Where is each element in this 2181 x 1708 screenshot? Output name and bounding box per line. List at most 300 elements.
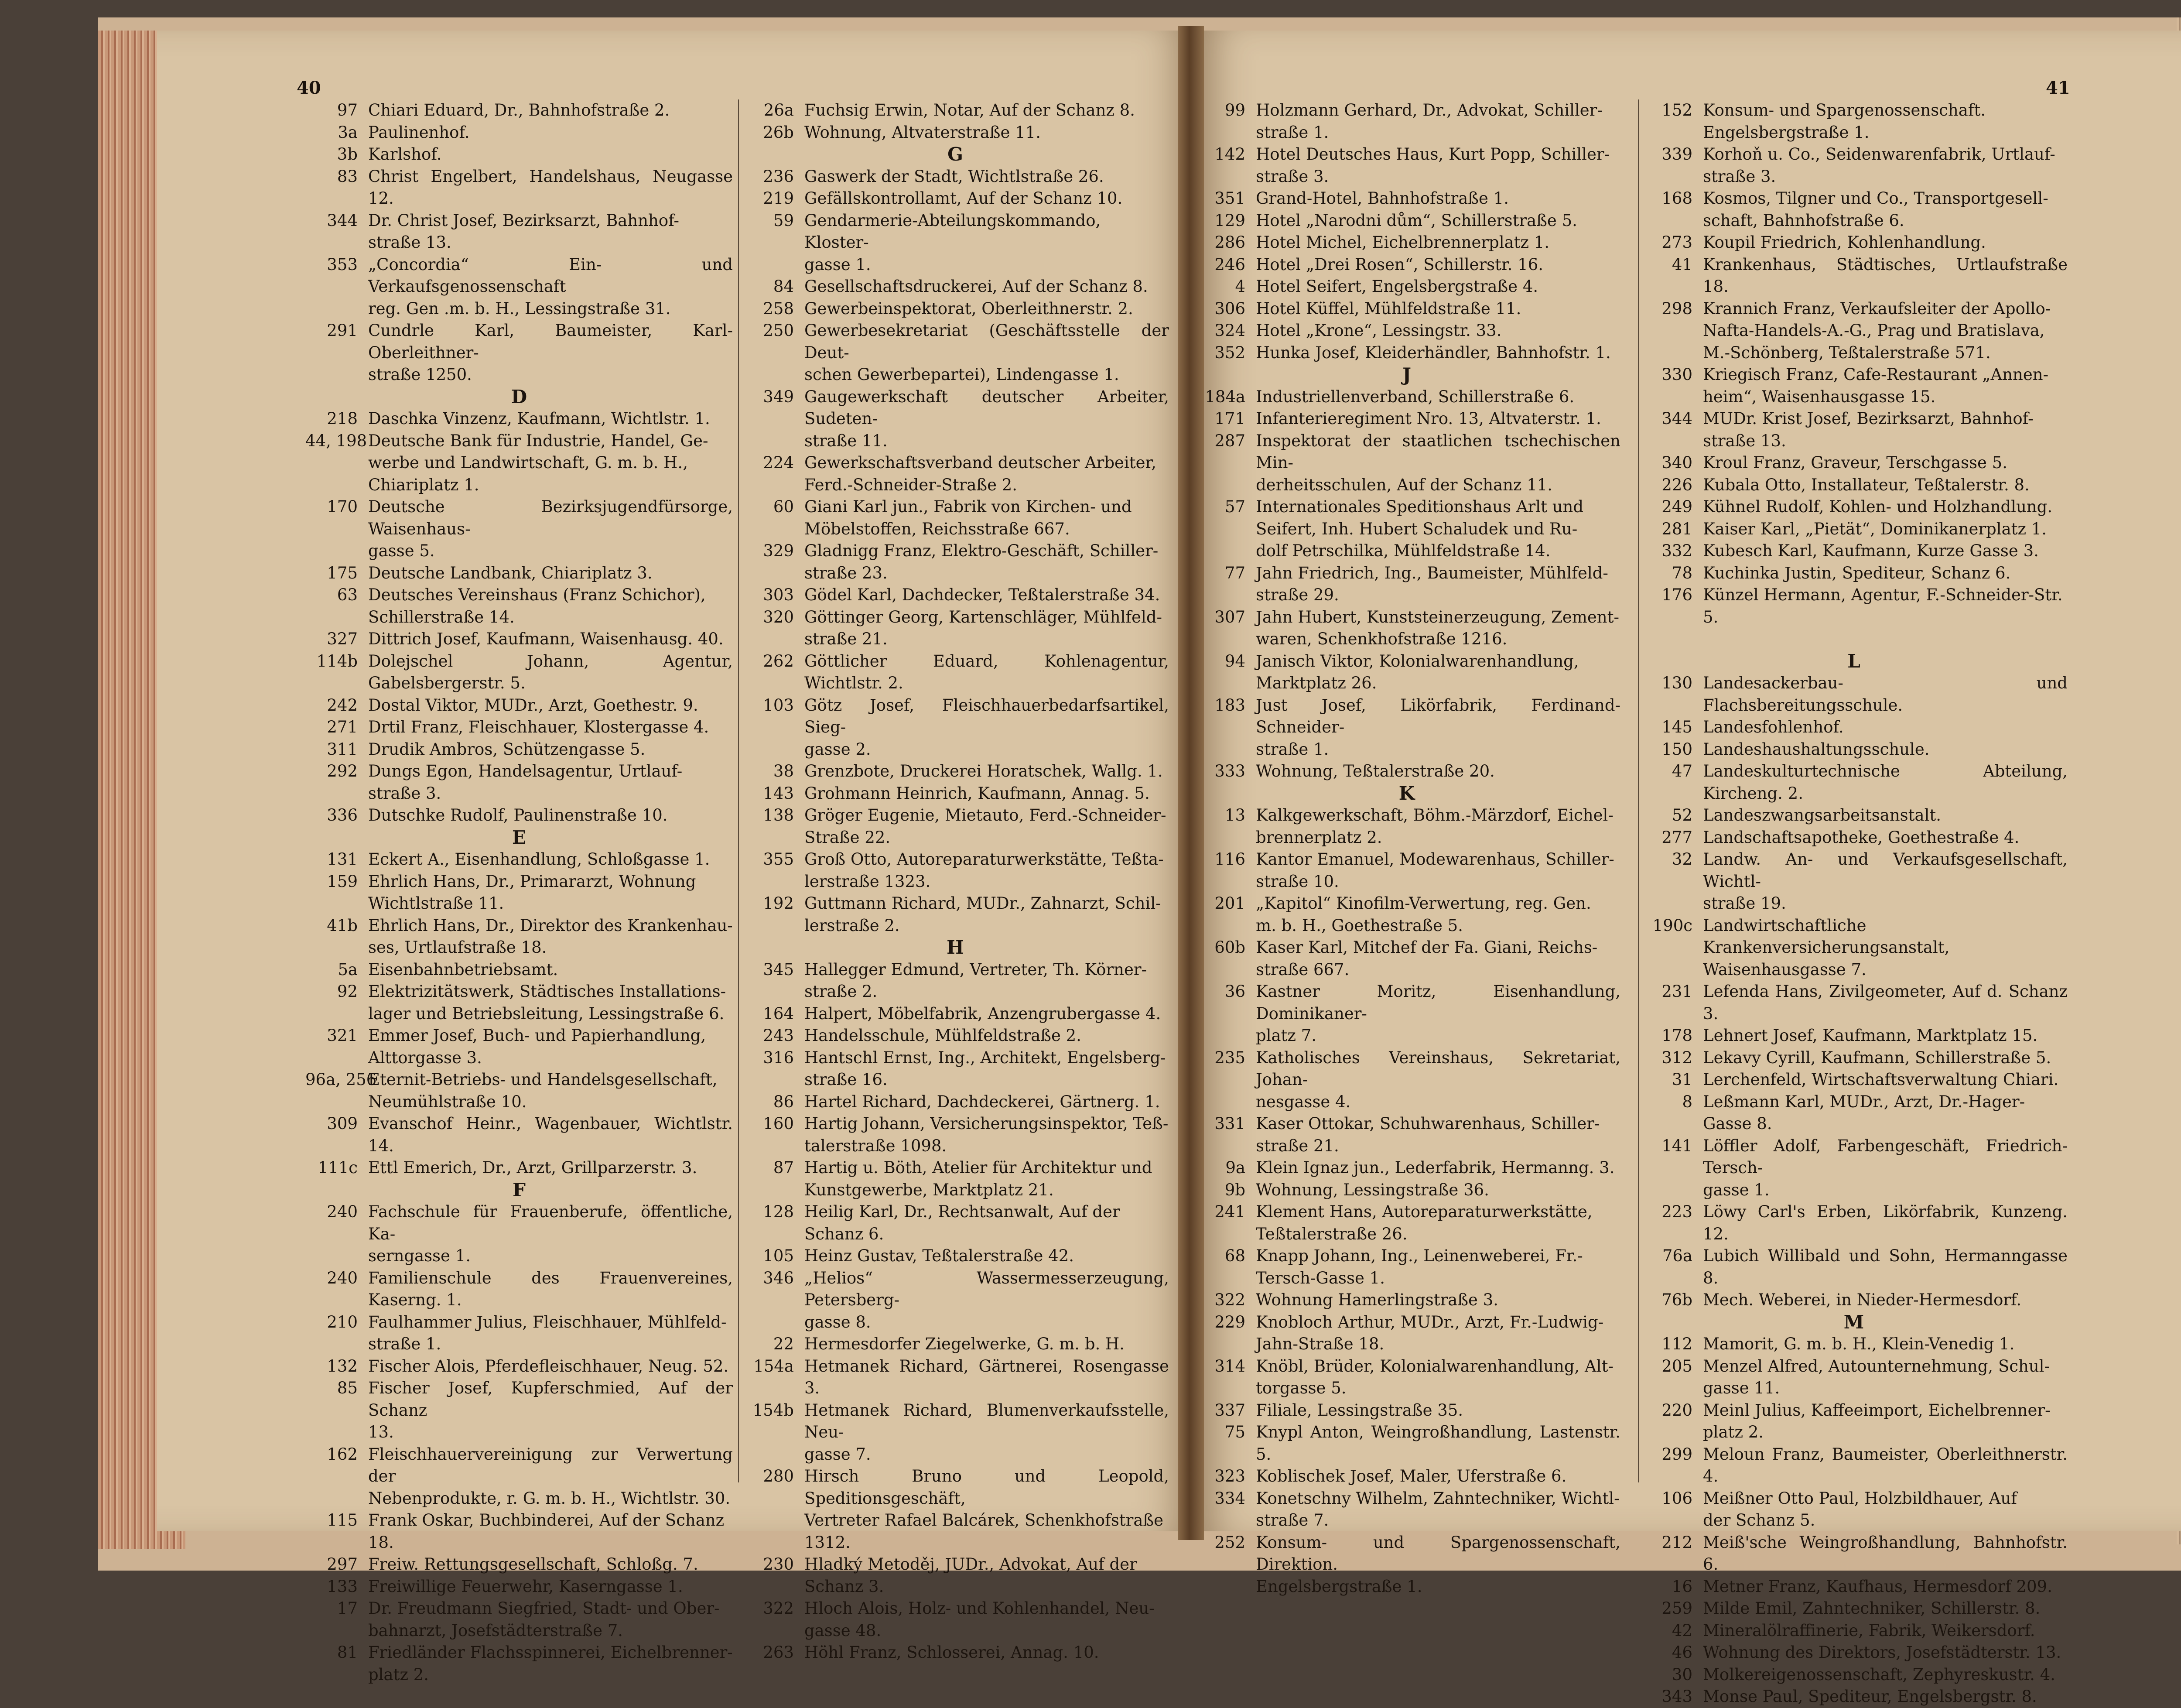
directory-entry (742, 606, 1169, 650)
directory-entry (1640, 1444, 2068, 1488)
entry-text: Deutsches Vereinshaus (Franz Schichor), Schillerstraße 14. (368, 585, 706, 626)
directory-entry (305, 915, 733, 959)
entry-number: 309 (327, 1114, 358, 1133)
entry-text: Gewerbesekretariat (Geschäftsstelle der Deut- schen Gewerbepartei), Lindengasse 1. (804, 321, 1169, 384)
entry-text: Ettl Emerich, Dr., Arzt, Grillparzerstr. 3. (368, 1158, 697, 1177)
entry-text: Höhl Franz, Schlosserei, Annag. 10. (804, 1643, 1099, 1662)
entry-number: 111c (318, 1158, 358, 1177)
entry-text: Heilig Karl, Dr., Rechtsanwalt, Auf der Schanz 6. (804, 1202, 1120, 1243)
entry-number: 168 (1661, 189, 1692, 208)
entry-number: 322 (1214, 1290, 1245, 1309)
entry-number: 259 (1661, 1599, 1692, 1618)
entry-number: 355 (763, 850, 794, 869)
directory-entry (305, 804, 733, 827)
directory-entry (1640, 540, 2068, 562)
entry-text: Chiari Eduard, Dr., Bahnhofstraße 2. (368, 101, 670, 120)
entry-text: Korhoň u. Co., Seidenwarenfabrik, Urtlauf- straße 3. (1703, 145, 2055, 186)
directory-entry (1193, 386, 1620, 408)
entry-text: Hetmanek Richard, Gärtnerei, Rosengasse 3. (804, 1356, 1169, 1397)
directory-entry (305, 496, 733, 562)
entry-text: Gendarmerie-Abteilungskommando, Kloster- gasse 1. (804, 211, 1101, 274)
entry-text: Mineralölraffinerie, Fabrik, Weikersdorf. (1703, 1621, 2035, 1640)
directory-entry (1640, 188, 2068, 232)
entry-number: 241 (1214, 1202, 1245, 1221)
directory-entry (1640, 584, 2068, 628)
directory-entry (742, 1465, 1169, 1554)
directory-entry (305, 760, 733, 804)
entry-text: Gödel Karl, Dachdecker, Teßtalerstraße 34. (804, 585, 1160, 604)
directory-entry (1193, 1355, 1620, 1400)
directory-entry (1193, 408, 1620, 430)
directory-entry (1193, 1311, 1620, 1355)
directory-entry (305, 1377, 733, 1444)
directory-entry (1193, 1179, 1620, 1201)
directory-entry (1193, 1047, 1620, 1113)
directory-entry (1640, 1532, 2068, 1576)
directory-entry (1640, 562, 2068, 585)
directory-entry (1640, 452, 2068, 474)
entry-number: 337 (1214, 1400, 1245, 1420)
entry-text: Landeszwangsarbeitsanstalt. (1703, 806, 1942, 825)
entry-number: 138 (763, 806, 794, 825)
entry-text: Kühnel Rudolf, Kohlen- und Holzhandlung. (1703, 497, 2053, 516)
entry-text: Deutsche Bezirksjugendfürsorge, Waisenhaus- gasse 5. (368, 497, 733, 560)
entry-text: Dungs Egon, Handelsagentur, Urtlauf- straße 3. (368, 762, 683, 803)
entry-number: 280 (763, 1467, 794, 1486)
entry-text: Janisch Viktor, Kolonialwarenhandlung, Marktplatz 26. (1256, 651, 1579, 692)
directory-entry (742, 320, 1169, 386)
entry-number: 263 (763, 1643, 794, 1662)
entry-text: Gefällskontrollamt, Auf der Schanz 10. (804, 189, 1123, 208)
directory-entry (742, 452, 1169, 496)
entry-text: Knobloch Arthur, MUDr., Arzt, Fr.-Ludwig- Jahn-Straße 18. (1256, 1312, 1604, 1353)
directory-entry (742, 276, 1169, 298)
section-letter: G (947, 144, 963, 165)
entry-number: 322 (763, 1599, 794, 1618)
directory-entry (742, 1025, 1169, 1047)
directory-entry (1640, 1245, 2068, 1289)
directory-entry (1640, 804, 2068, 827)
directory-entry (1193, 1421, 1620, 1465)
directory-entry (1193, 1289, 1620, 1311)
entry-number: 320 (763, 607, 794, 626)
entry-text: Freiw. Rettungsgesellschaft, Schloßg. 7. (368, 1555, 698, 1574)
entry-number: 170 (327, 497, 358, 516)
entry-number: 76a (1662, 1246, 1692, 1265)
directory-entry (305, 1025, 733, 1069)
entry-text: Hartig Johann, Versicherungsinspektor, Teß- talerstraße 1098. (804, 1114, 1169, 1155)
entry-number: 171 (1214, 409, 1245, 428)
entry-number: 250 (763, 321, 794, 340)
entry-text: Internationales Speditionshaus Arlt und Seifert, Inh. Hubert Schaludek und Ru- dolf Petrschilka, Mühlfeldstraße 14. (1256, 497, 1584, 560)
directory-entry (1193, 276, 1620, 298)
entry-text: Frank Oskar, Buchbinderei, Auf der Schanz 18. (368, 1511, 725, 1552)
entry-number: 154b (752, 1400, 794, 1420)
entry-number: 78 (1672, 563, 1692, 582)
entry-text: Wohnung Hamerlingstraße 3. (1256, 1290, 1499, 1309)
entry-number: 205 (1661, 1356, 1692, 1376)
entry-text: Kalkgewerkschaft, Böhm.-Märzdorf, Eichel- brennerplatz 2. (1256, 806, 1614, 847)
entry-text: Göttinger Georg, Kartenschläger, Mühlfeld- straße 21. (804, 607, 1162, 648)
entry-text: Fuchsig Erwin, Notar, Auf der Schanz 8. (804, 101, 1135, 120)
directory-entry (742, 760, 1169, 783)
entry-number: 307 (1214, 607, 1245, 626)
entry-number: 292 (327, 762, 358, 780)
directory-column-3 (1193, 99, 1620, 1598)
directory-entry (742, 1267, 1169, 1334)
directory-column-2 (742, 99, 1169, 1664)
entry-text: Konetschny Wilhelm, Zahntechniker, Wichtl- straße 7. (1256, 1489, 1620, 1530)
entry-text: Koupil Friedrich, Kohlenhandlung. (1703, 233, 1986, 252)
directory-entry (1193, 430, 1620, 496)
entry-number: 38 (773, 762, 794, 780)
entry-text: Ehrlich Hans, Dr., Direktor des Krankenhau- ses, Urtlaufstraße 18. (368, 916, 733, 957)
directory-entry (1193, 144, 1620, 188)
directory-entry (1640, 672, 2068, 716)
entry-text: Dolejschel Johann, Agentur, Gabelsbergerstr. 5. (368, 651, 733, 692)
entry-number: 210 (327, 1312, 358, 1331)
directory-entry (742, 893, 1169, 937)
entry-number: 30 (1672, 1665, 1692, 1684)
entry-text: Gesellschaftsdruckerei, Auf der Schanz 8. (804, 277, 1148, 296)
entry-number: 184a (1205, 387, 1245, 406)
directory-entry (1193, 606, 1620, 650)
entry-number: 273 (1661, 233, 1692, 252)
directory-entry (1193, 893, 1620, 937)
directory-entry (1640, 518, 2068, 541)
entry-number: 297 (327, 1555, 358, 1574)
directory-entry (305, 210, 733, 254)
entry-text: Knöbl, Brüder, Kolonialwarenhandlung, Alt- torgasse 5. (1256, 1356, 1614, 1397)
entry-text: Grenzbote, Druckerei Horatschek, Wallg. 1. (804, 762, 1163, 780)
entry-number: 145 (1661, 718, 1692, 736)
directory-entry (305, 1113, 733, 1157)
directory-entry (742, 1598, 1169, 1642)
left-page-number: 40 (297, 78, 321, 98)
entry-text: Lubich Willibald und Sohn, Hermanngasse 8. (1703, 1246, 2068, 1287)
directory-entry (742, 650, 1169, 695)
section-letter: L (1847, 650, 1860, 672)
directory-entry (742, 1400, 1169, 1466)
entry-text: Wohnung des Direktors, Josefstädterstr. 13. (1703, 1643, 2061, 1662)
entry-text: Wohnung, Lessingstraße 36. (1256, 1180, 1489, 1199)
entry-number: 281 (1661, 519, 1692, 538)
directory-entry (305, 959, 733, 981)
directory-entry (1193, 320, 1620, 342)
entry-number: 220 (1661, 1400, 1692, 1420)
directory-entry (305, 254, 733, 320)
entry-number: 240 (327, 1268, 358, 1287)
entry-text: Hirsch Bruno und Leopold, Speditionsgeschäft, Vertreter Rafael Balcárek, Schenkhofstraße 1312. (804, 1467, 1169, 1552)
entry-text: Künzel Hermann, Agentur, F.-Schneider-Str. 5. (1703, 585, 2063, 626)
directory-entry (305, 1201, 733, 1267)
directory-entry (1640, 760, 2068, 804)
section-letter: F (513, 1179, 526, 1201)
directory-entry (305, 849, 733, 871)
entry-number: 114b (316, 651, 358, 671)
entry-text: Grohmann Heinrich, Kaufmann, Annag. 5. (804, 784, 1150, 803)
directory-entry (1640, 1135, 2068, 1201)
entry-text: Eisenbahnbetriebsamt. (368, 960, 558, 979)
entry-text: Katholisches Vereinshaus, Sekretariat, Johan- nesgasse 4. (1256, 1048, 1620, 1111)
entry-text: Lefenda Hans, Zivilgeometer, Auf d. Schanz 3. (1703, 982, 2068, 1023)
entry-text: Hartel Richard, Dachdeckerei, Gärtnerg. 1. (804, 1092, 1160, 1111)
entry-number: 9a (1225, 1158, 1245, 1177)
directory-entry (1193, 849, 1620, 893)
directory-entry (742, 1245, 1169, 1267)
directory-entry (1640, 298, 2068, 364)
section-letter: M (1843, 1311, 1864, 1333)
directory-entry (305, 1069, 733, 1113)
entry-text: Milde Emil, Zahntechniker, Schillerstr. 8. (1703, 1599, 2041, 1618)
entry-number: 83 (337, 167, 358, 186)
directory-entry (305, 650, 733, 695)
entry-number: 230 (763, 1555, 794, 1574)
entry-number: 152 (1661, 101, 1692, 120)
directory-entry (1640, 1289, 2068, 1311)
entry-text: Hloch Alois, Holz- und Kohlenhandel, Neu- gasse 48. (804, 1599, 1155, 1640)
entry-text: Christ Engelbert, Handelshaus, Neugasse 12. (368, 167, 733, 208)
entry-number: 287 (1214, 431, 1245, 450)
entry-number: 26b (763, 123, 794, 142)
directory-entry (742, 1113, 1169, 1157)
entry-number: 116 (1214, 850, 1245, 869)
entry-number: 63 (337, 585, 358, 604)
entry-number: 129 (1214, 211, 1245, 230)
directory-entry (305, 1444, 733, 1510)
directory-entry (1193, 1245, 1620, 1289)
entry-number: 226 (1661, 475, 1692, 494)
entry-text: Dr. Freudmann Siegfried, Stadt- und Ober- bahnarzt, Josefstädterstraße 7. (368, 1599, 720, 1640)
directory-entry (742, 122, 1169, 144)
entry-text: Löwy Carl's Erben, Likörfabrik, Kunzeng. 12. (1703, 1202, 2068, 1243)
directory-column-1 (305, 99, 733, 1686)
entry-number: 242 (327, 695, 358, 715)
directory-entry (1193, 496, 1620, 562)
directory-entry (1640, 1664, 2068, 1686)
column-rule-left (738, 99, 739, 1482)
directory-entry (742, 166, 1169, 188)
entry-number: 192 (763, 894, 794, 913)
entry-number: 175 (327, 563, 358, 582)
entry-number: 9b (1224, 1180, 1245, 1199)
entry-number: 336 (327, 806, 358, 825)
entry-text: Handelsschule, Mühlfeldstraße 2. (804, 1026, 1081, 1045)
entry-number: 339 (1661, 145, 1692, 164)
directory-entry (742, 1091, 1169, 1113)
directory-entry (1640, 1400, 2068, 1444)
entry-text: Hallegger Edmund, Vertreter, Th. Körner- straße 2. (804, 960, 1147, 1001)
entry-text: Infanterieregiment Nro. 13, Altvaterstr. 1. (1256, 409, 1601, 428)
entry-text: Kubesch Karl, Kaufmann, Kurze Gasse 3. (1703, 541, 2039, 560)
directory-entry (1193, 232, 1620, 254)
entry-text: Guttmann Richard, MUDr., Zahnarzt, Schil- lerstraße 2. (804, 894, 1161, 935)
directory-entry (1640, 1355, 2068, 1400)
entry-number: 106 (1661, 1489, 1692, 1508)
entry-number: 76b (1661, 1290, 1692, 1309)
entry-number: 160 (763, 1114, 794, 1133)
entry-text: Familienschule des Frauenvereines, Kaserng. 1. (368, 1268, 733, 1309)
directory-entry (1640, 1201, 2068, 1245)
directory-entry (1193, 804, 1620, 849)
directory-entry (1640, 1025, 2068, 1047)
entry-text: Halpert, Möbelfabrik, Anzengrubergasse 4. (804, 1004, 1161, 1023)
entry-number: 334 (1214, 1489, 1245, 1508)
entry-text: Cundrle Karl, Baumeister, Karl-Oberleithner- straße 1250. (368, 321, 733, 384)
directory-entry (1193, 1201, 1620, 1245)
directory-entry (1640, 474, 2068, 496)
entry-text: Göttlicher Eduard, Kohlenagentur, Wichtlstr. 2. (804, 651, 1169, 692)
entry-text: Jahn Hubert, Kunststeinerzeugung, Zement- waren, Schenkhofstraße 1216. (1256, 607, 1619, 648)
entry-number: 36 (1224, 982, 1245, 1001)
entry-text: Just Josef, Likörfabrik, Ferdinand-Schneider- straße 1. (1256, 695, 1620, 759)
entry-text: Inspektorat der staatlichen tschechischen Min- derheitsschulen, Auf der Schanz 11. (1256, 431, 1620, 494)
entry-number: 311 (327, 739, 358, 759)
entry-number: 59 (773, 211, 794, 230)
directory-entry (1193, 188, 1620, 210)
directory-entry (305, 1157, 733, 1179)
entry-text: Gladnigg Franz, Elektro-Geschäft, Schiller- straße 23. (804, 541, 1159, 582)
directory-entry (1640, 232, 2068, 254)
directory-entry (305, 871, 733, 915)
entry-text: Konsum- und Spargenossenschaft, Direktion. Engelsbergstraße 1. (1256, 1533, 1620, 1596)
directory-entry (1193, 760, 1620, 783)
entry-text: Wohnung, Teßtalerstraße 20. (1256, 762, 1495, 780)
entry-number: 229 (1214, 1312, 1245, 1331)
entry-text: Drudik Ambros, Schützengasse 5. (368, 739, 646, 759)
directory-entry (1640, 1642, 2068, 1664)
directory-entry (1193, 650, 1620, 695)
entry-text: Klement Hans, Autoreparaturwerkstätte, Teßtalerstraße 26. (1256, 1202, 1593, 1243)
directory-entry (1193, 342, 1620, 364)
entry-number: 323 (1214, 1467, 1245, 1486)
entry-number: 57 (1224, 497, 1245, 516)
directory-entry (1640, 849, 2068, 915)
entry-text: Emmer Josef, Buch- und Papierhandlung, Alttorgasse 3. (368, 1026, 706, 1067)
entry-number: 271 (327, 718, 358, 736)
entry-number: 218 (327, 409, 358, 428)
directory-column-4 (1640, 99, 2068, 1708)
directory-entry (305, 628, 733, 650)
entry-text: Dutschke Rudolf, Paulinenstraße 10. (368, 806, 668, 825)
directory-entry (305, 1311, 733, 1355)
entry-number: 31 (1672, 1070, 1692, 1089)
directory-entry (742, 188, 1169, 210)
entry-number: 92 (337, 982, 358, 1001)
directory-entry (742, 1355, 1169, 1400)
directory-entry (1640, 1069, 2068, 1091)
directory-entry (742, 1642, 1169, 1664)
directory-entry (305, 430, 733, 496)
directory-entry (305, 1355, 733, 1378)
entry-text: Krankenhaus, Städtisches, Urtlaufstraße 18. (1703, 255, 2068, 296)
entry-number: 332 (1661, 541, 1692, 560)
entry-text: „Kapitol“ Kinofilm-Verwertung, reg. Gen. m. b. H., Goethestraße 5. (1256, 894, 1591, 935)
entry-text: Landw. An- und Verkaufsgesellschaft, Wichtl- straße 19. (1703, 850, 2068, 913)
entry-text: Meloun Franz, Baumeister, Oberleithnerstr. 4. (1703, 1444, 2068, 1486)
directory-entry (1193, 210, 1620, 232)
directory-entry (305, 408, 733, 430)
entry-number: 112 (1661, 1335, 1692, 1353)
entry-number: 60b (1214, 938, 1245, 957)
entry-number: 3b (337, 145, 358, 164)
entry-number: 132 (327, 1356, 358, 1376)
entry-text: Grand-Hotel, Bahnhofstraße 1. (1256, 189, 1509, 208)
entry-number: 246 (1214, 255, 1245, 274)
entry-text: Landesfohlenhof. (1703, 718, 1844, 736)
entry-text: Hartig u. Böth, Atelier für Architektur und Kunstgewerbe, Marktplatz 21. (804, 1158, 1152, 1199)
entry-number: 223 (1661, 1202, 1692, 1221)
directory-entry (1640, 716, 2068, 739)
entry-number: 97 (337, 101, 358, 120)
directory-entry (305, 1642, 733, 1686)
entry-text: Dostal Viktor, MUDr., Arzt, Goethestr. 9. (368, 695, 698, 715)
entry-text: Eternit-Betriebs- und Handelsgesellschaft, Neumühlstraße 10. (368, 1070, 718, 1111)
directory-entry (305, 562, 733, 585)
entry-text: Krannich Franz, Verkaufsleiter der Apollo- Nafta-Handels-A.-G., Prag und Bratislava, M.-Schönberg, Teßtalerstraße 571. (1703, 299, 2051, 362)
entry-text: Menzel Alfred, Autounternehmung, Schul- gasse 11. (1703, 1356, 2050, 1397)
entry-text: Götz Josef, Fleischhauerbedarfsartikel, Sieg- gasse 2. (804, 695, 1169, 759)
entry-text: Dr. Christ Josef, Bezirksarzt, Bahnhof- straße 13. (368, 211, 680, 252)
entry-text: Hotel Deutsches Haus, Kurt Popp, Schiller- straße 3. (1256, 145, 1610, 186)
entry-text: Fischer Alois, Pferdefleischhauer, Neug. 52. (368, 1356, 729, 1376)
directory-entry (742, 496, 1169, 540)
entry-number: 327 (327, 630, 358, 648)
entry-number: 44, 198 (305, 431, 367, 450)
entry-text: Paulinenhof. (368, 123, 470, 142)
directory-entry (305, 1576, 733, 1598)
entry-number: 346 (763, 1268, 794, 1287)
entry-number: 321 (327, 1026, 358, 1045)
directory-entry (742, 99, 1169, 122)
directory-entry (1640, 1620, 2068, 1642)
directory-entry (1193, 1157, 1620, 1179)
directory-entry (742, 298, 1169, 320)
entry-number: 4 (1235, 277, 1245, 296)
directory-entry (1193, 1113, 1620, 1157)
directory-entry (305, 1509, 733, 1554)
entry-number: 17 (337, 1599, 358, 1618)
entry-text: Fischer Josef, Kupferschmied, Auf der Schanz 13. (368, 1379, 733, 1441)
entry-number: 314 (1214, 1356, 1245, 1376)
directory-entry (305, 1554, 733, 1576)
entry-text: Heinz Gustav, Teßtalerstraße 42. (804, 1246, 1074, 1265)
directory-entry (742, 1333, 1169, 1355)
entry-number: 128 (763, 1202, 794, 1221)
directory-entry (305, 584, 733, 628)
entry-text: Gaugewerkschaft deutscher Arbeiter, Sudeten- straße 11. (804, 387, 1169, 450)
entry-text: Evanschof Heinr., Wagenbauer, Wichtlstr. 14. (368, 1114, 733, 1155)
entry-number: 231 (1661, 982, 1692, 1001)
directory-entry (1193, 298, 1620, 320)
section-letter: E (512, 826, 526, 848)
section-letter: J (1402, 364, 1411, 385)
entry-number: 5a (338, 960, 358, 979)
entry-number: 333 (1214, 762, 1245, 780)
entry-text: Meinl Julius, Kaffeeimport, Eichelbrenner- platz 2. (1703, 1400, 2051, 1441)
entry-text: Gewerkschaftsverband deutscher Arbeiter, Ferd.-Schneider-Straße 2. (804, 453, 1156, 494)
entry-text: Wohnung, Altvaterstraße 11. (804, 123, 1041, 142)
entry-number: 162 (327, 1444, 358, 1464)
entry-number: 26a (763, 101, 794, 120)
entry-number: 343 (1661, 1687, 1692, 1706)
entry-number: 3a (338, 123, 358, 142)
directory-entry (1640, 254, 2068, 298)
directory-entry (1193, 99, 1620, 144)
entry-text: Lehnert Josef, Kaufmann, Marktplatz 15. (1703, 1026, 2038, 1045)
entry-text: Ehrlich Hans, Dr., Primararzt, Wohnung Wichtlstraße 11. (368, 872, 696, 913)
directory-entry (305, 320, 733, 386)
